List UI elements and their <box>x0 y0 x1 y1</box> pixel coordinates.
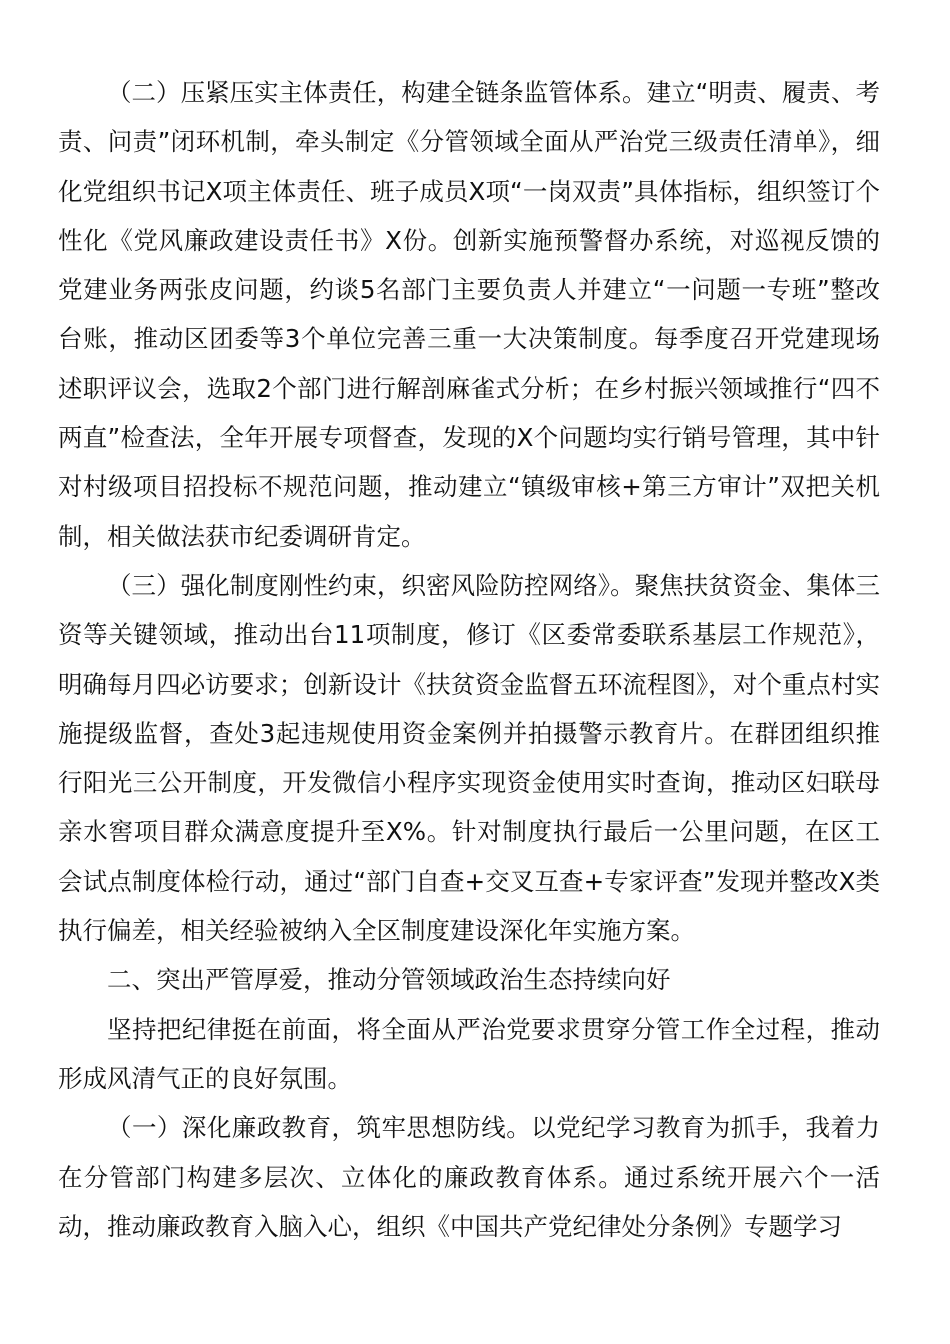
document-body <box>58 68 880 1251</box>
paragraph-integrity-education: （一）深化廉政教育，筑牢思想防线。以党纪学习教育为抓手，我着力在分管部门构建多层次、立体化的廉政教育体系。通过系统开展六个一活动，推动廉政教育入脑入心，组织《中国共产党纪律处分条例》专题学习 <box>58 1113 880 1241</box>
section-heading-two: 二、突出严管厚爱，推动分管领域政治生态持续向好 <box>107 965 671 995</box>
paragraph-responsibility: （二）压紧压实主体责任，构建全链条监管体系。建立“明责、履责、考责、问责”闭环机制，牵头制定《分管领域全面从严治党三级责任清单》，细化党组织书记X项主体责任、班子成员X项“一岗双责”具体指标，组织签订个性化《党风廉政建设责任书》X份。创新实施预警督办系统，对巡视反馈的党建业务两张皮问题，约谈5名部门主要负责人并建立“一问题一专班”整改台账，推动区团委等3个单位完善三重一大决策制度。每季度召开党建现场述职评议会，选取2个部门进行解剖麻雀式分析；在乡村振兴领域推行“四不两直”检查法，全年开展专项督查，发现的X个问题均实行销号管理，其中针对村级项目招投标不规范问题，推动建立“镇级审核+第三方审计”双把关机制，相关做法获市纪委调研肯定。 <box>58 78 880 551</box>
paragraph-discipline-intro: 坚持把纪律挺在前面，将全面从严治党要求贯穿分管工作全过程，推动形成风清气正的良好氛围。 <box>58 1014 880 1093</box>
paragraph-system-constraints: （三）强化制度刚性约束，织密风险防控网络》。聚焦扶贫资金、集体三资等关键领域，推动出台11项制度，修订《区委常委联系基层工作规范》，明确每月四必访要求；创新设计《扶贫资金监督五环流程图》，对个重点村实施提级监督，查处3起违规使用资金案例并拍摄警示教育片。在群团组织推行阳光三公开制度，开发微信小程序实现资金使用实时查询，推动区妇联母亲水窖项目群众满意度提升至X%。针对制度执行最后一公里问题，在区工会试点制度体检行动，通过“部门自查+交叉互查+专家评查”发现并整改X类执行偏差，相关经验被纳入全区制度建设深化年实施方案。 <box>58 570 880 946</box>
